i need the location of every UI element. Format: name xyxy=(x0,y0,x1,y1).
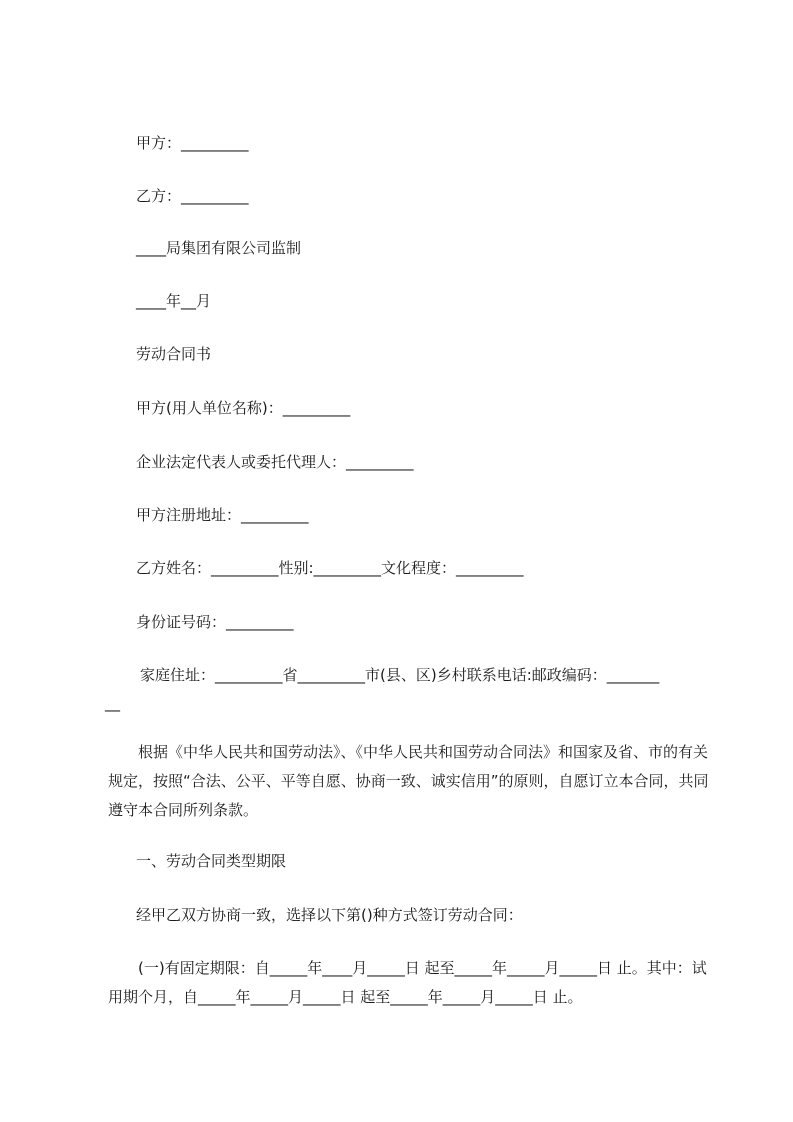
clause-1-text: (一)有固定期限：自_____年____月_____日 起至_____年_____月_____日 止。其中：试用期个月，自_____年_____月_____日 起至_____年_____月_____日 止。 xyxy=(108,959,707,1006)
home-address-line: 家庭住址：_________省_________市(县、区)乡村联系电话:邮政编码：_______ xyxy=(140,666,660,684)
preamble-text: 根据《中华人民共和国劳动法》、《中华人民共和国劳动合同法》和国家及省、市的有关规定，按照“合法、公平、平等自愿、协商一致、诚实信用”的原则，自愿订立本合同，共同遵守本合同所列条款。 xyxy=(108,743,709,819)
supervisor-line: ____局集团有限公司监制 xyxy=(136,239,302,257)
contract-title: 劳动合同书 xyxy=(136,345,212,363)
section-1-intro: 经甲乙双方协商一致，选择以下第()种方式签订劳动合同： xyxy=(136,906,523,924)
home-address-continuation: __ xyxy=(105,694,120,712)
party-a-line: 甲方：_________ xyxy=(136,134,249,152)
section-1-heading: 一、劳动合同类型期限 xyxy=(136,852,287,870)
reg-address-line: 甲方注册地址：_________ xyxy=(136,506,309,524)
id-number-line: 身份证号码：_________ xyxy=(136,613,294,631)
preamble-paragraph xyxy=(108,738,712,825)
clause-1-paragraph xyxy=(108,954,712,1012)
employee-info-line: 乙方姓名：_________性别:_________文化程度：_________ xyxy=(136,559,524,577)
party-b-line: 乙方：_________ xyxy=(136,187,249,205)
legal-rep-line: 企业法定代表人或委托代理人：_________ xyxy=(136,453,414,471)
date-line: ____年__月 xyxy=(136,292,212,310)
employer-name-line: 甲方(用人单位名称)：_________ xyxy=(136,399,351,417)
